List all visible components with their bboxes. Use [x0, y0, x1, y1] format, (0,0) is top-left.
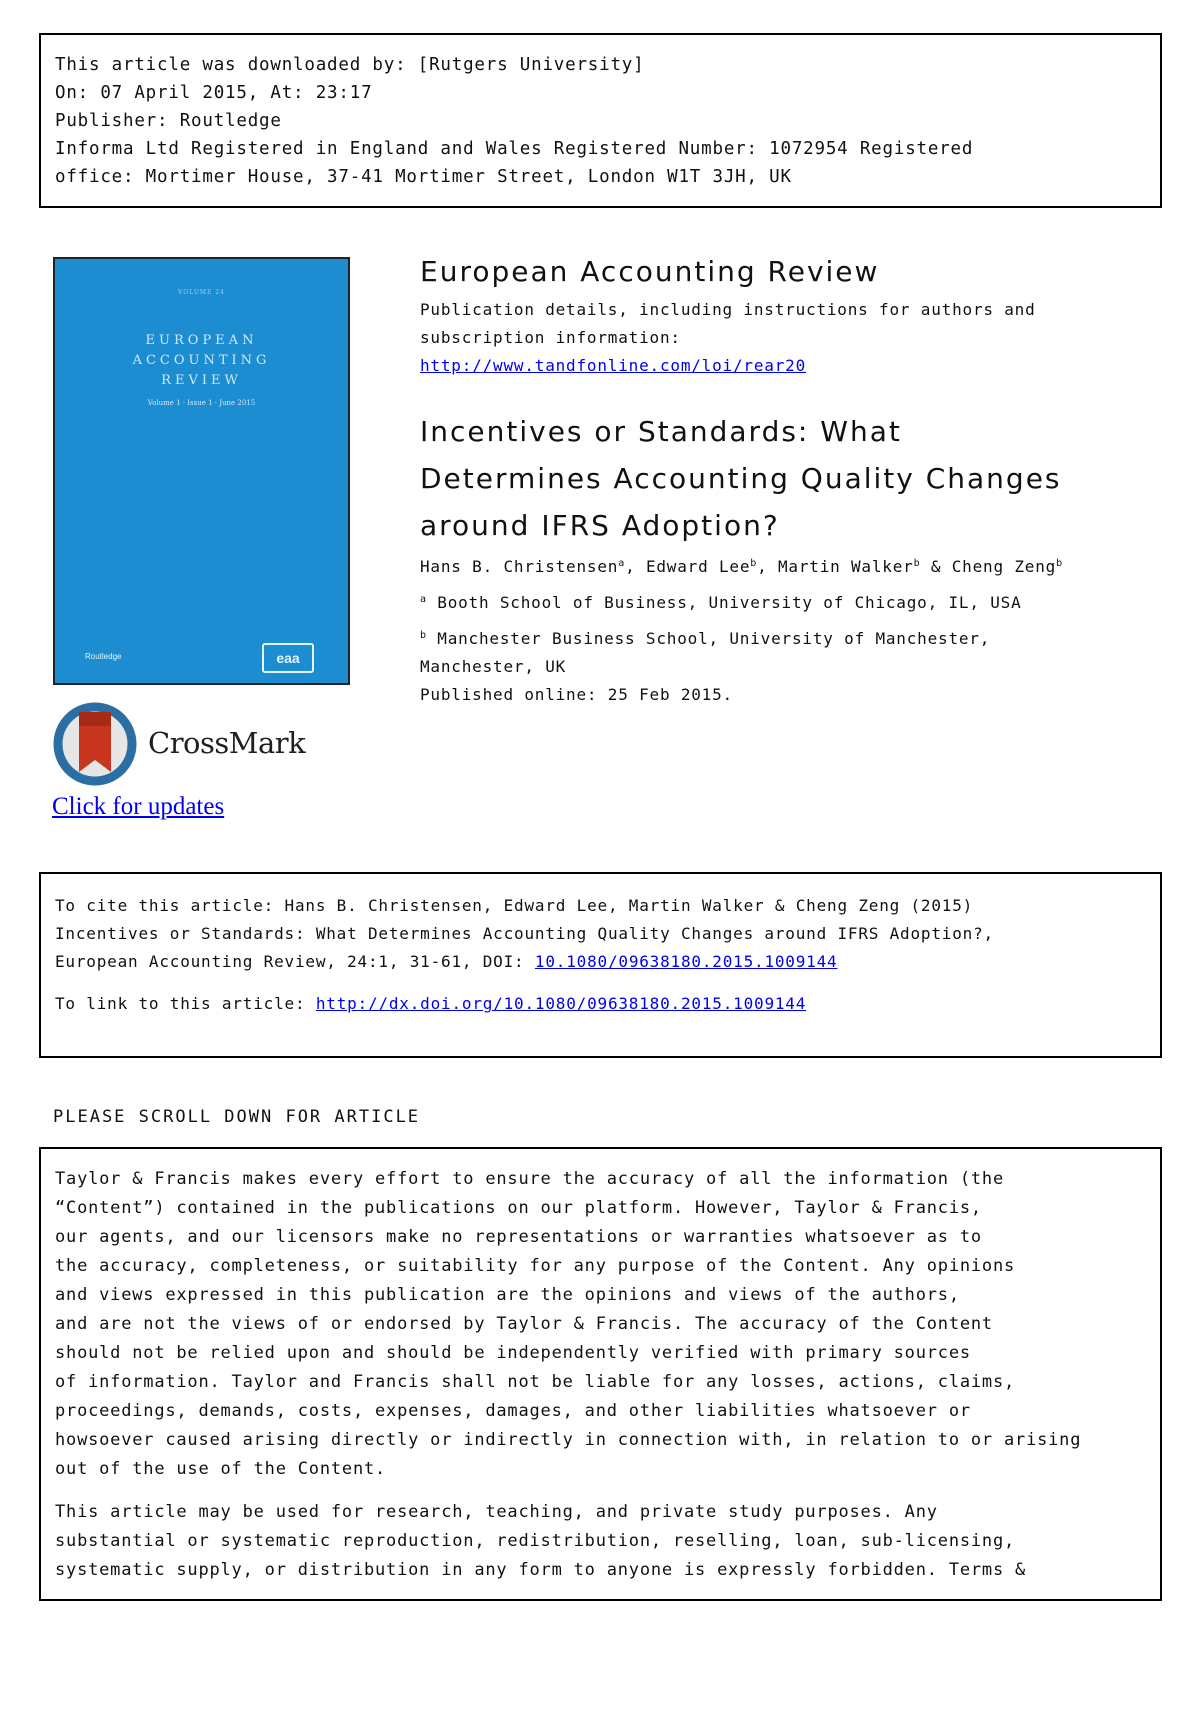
cover-title-line: ACCOUNTING: [132, 353, 271, 368]
citation-line: To cite this article: Hans B. Christensen, Edward Lee, Martin Walker & Cheng Zeng (2015): [55, 896, 974, 915]
cover-volume-label: VOLUME 24: [178, 289, 225, 296]
affiliation-b: [420, 625, 1063, 653]
affiliation-a: [420, 589, 1063, 617]
disclaimer-line: out of the use of the Content.: [55, 1459, 387, 1479]
registration-line-1: Informa Ltd Registered in England and Wales Registered Number: 1072954 Registered: [55, 139, 974, 159]
cover-title-line: EUROPEAN: [145, 333, 258, 348]
author-block: [420, 553, 1063, 709]
affiliation-b-mark: b: [420, 630, 427, 641]
cover-issue: Volume 1 · Issue 1 · June 2015: [147, 399, 256, 407]
journal-cover-image[interactable]: [53, 257, 350, 685]
article-title-line: Determines Accounting Quality Changes: [420, 462, 1062, 495]
author-name: Cheng Zeng: [951, 557, 1057, 576]
citation-box: [39, 872, 1162, 1058]
article-link-line: [55, 990, 1146, 1018]
affiliation-b-text: Manchester Business School, University of Manchester,: [426, 629, 991, 648]
disclaimer-line: of information. Taylor and Francis shall not be liable for any losses, actions, claims,: [55, 1372, 1016, 1392]
disclaimer-line: Taylor & Francis makes every effort to ensure the accuracy of all the information (the: [55, 1169, 1004, 1189]
publisher: Publisher: Routledge: [55, 111, 282, 131]
crossmark-icon: [53, 698, 143, 790]
affiliation-a-text: Booth School of Business, University of Chicago, IL, USA: [426, 593, 1022, 612]
click-for-updates-link[interactable]: Click for updates: [52, 793, 225, 820]
author-separator: ,: [625, 557, 646, 576]
affiliation-a-mark: a: [420, 594, 427, 605]
citation-line: Incentives or Standards: What Determines Accounting Quality Changes around IFRS Adoption?,: [55, 924, 994, 943]
author-affiliation-mark: b: [913, 558, 921, 569]
eaa-logo: eaa: [262, 643, 314, 673]
disclaimer-line: howsoever caused arising directly or indirectly in connection with, in relation to or arising: [55, 1430, 1082, 1450]
cover-title: [55, 331, 348, 391]
author-affiliation-mark: a: [618, 558, 626, 569]
scroll-notice: PLEASE SCROLL DOWN FOR ARTICLE: [53, 1107, 421, 1127]
journal-url-link[interactable]: http://www.tandfonline.com/loi/rear20: [420, 356, 807, 375]
terms-line: systematic supply, or distribution in any form to anyone is expressly forbidden. Terms &: [55, 1560, 1027, 1580]
download-info-box: [39, 33, 1162, 208]
author-affiliation-mark: b: [750, 558, 758, 569]
disclaimer-line: should not be relied upon and should be independently verified with primary sources: [55, 1343, 971, 1363]
author-list: [420, 553, 1063, 581]
article-url-link[interactable]: http://dx.doi.org/10.1080/09638180.2015.1009144: [315, 994, 807, 1013]
routledge-logo: Routledge: [85, 652, 122, 661]
disclaimer-line: proceedings, demands, costs, expenses, damages, and other liabilities whatsoever or: [55, 1401, 971, 1421]
citation-line: [55, 948, 1146, 976]
crossmark-label: CrossMark: [148, 726, 306, 760]
author-name: Hans B. Christensen: [420, 557, 619, 576]
crossmark-badge[interactable]: [53, 698, 306, 790]
disclaimer-line: “Content”) contained in the publications on our platform. However, Taylor & Francis,: [55, 1198, 982, 1218]
publication-details: Publication details, including instructions for authors and: [420, 300, 1036, 319]
cover-title-line: REVIEW: [161, 373, 242, 388]
disclaimer-line: and views expressed in this publication are the opinions and views of the authors,: [55, 1285, 960, 1305]
disclaimer-line: the accuracy, completeness, or suitability for any purpose of the Content. Any opinions: [55, 1256, 1016, 1276]
disclaimer-line: and are not the views of or endorsed by Taylor & Francis. The accuracy of the Content: [55, 1314, 993, 1334]
article-title-line: around IFRS Adoption?: [420, 509, 780, 542]
subscription-info: subscription information:: [420, 328, 681, 347]
author-name: Martin Walker: [777, 557, 914, 576]
terms-line: substantial or systematic reproduction, redistribution, reselling, loan, sub-licensing,: [55, 1531, 1016, 1551]
author-separator: ,: [757, 557, 778, 576]
journal-name: European Accounting Review: [420, 255, 880, 288]
article-title-line: Incentives or Standards: What: [420, 415, 902, 448]
published-online: Published online: 25 Feb 2015.: [420, 685, 733, 704]
registration-line-2: office: Mortimer House, 37-41 Mortimer Street, London W1T 3JH, UK: [55, 167, 792, 187]
downloaded-by: This article was downloaded by: [Rutgers University]: [55, 55, 645, 75]
download-date: On: 07 April 2015, At: 23:17: [55, 83, 373, 103]
author-affiliation-mark: b: [1056, 558, 1063, 569]
disclaimer-line: our agents, and our licensors make no representations or warranties whatsoever as to: [55, 1227, 982, 1247]
affiliation-b-city: Manchester, UK: [420, 657, 567, 676]
journal-info: [420, 255, 1170, 380]
citation-source: European Accounting Review, 24:1, 31-61, DOI:: [55, 952, 535, 971]
author-separator: &: [920, 557, 952, 576]
article-title: [420, 408, 1180, 549]
terms-line: This article may be used for research, teaching, and private study purposes. Any: [55, 1502, 938, 1522]
author-name: Edward Lee: [645, 557, 751, 576]
article-link-label: To link to this article:: [55, 994, 316, 1013]
doi-link[interactable]: 10.1080/09638180.2015.1009144: [534, 952, 838, 971]
disclaimer-box: [39, 1147, 1162, 1601]
